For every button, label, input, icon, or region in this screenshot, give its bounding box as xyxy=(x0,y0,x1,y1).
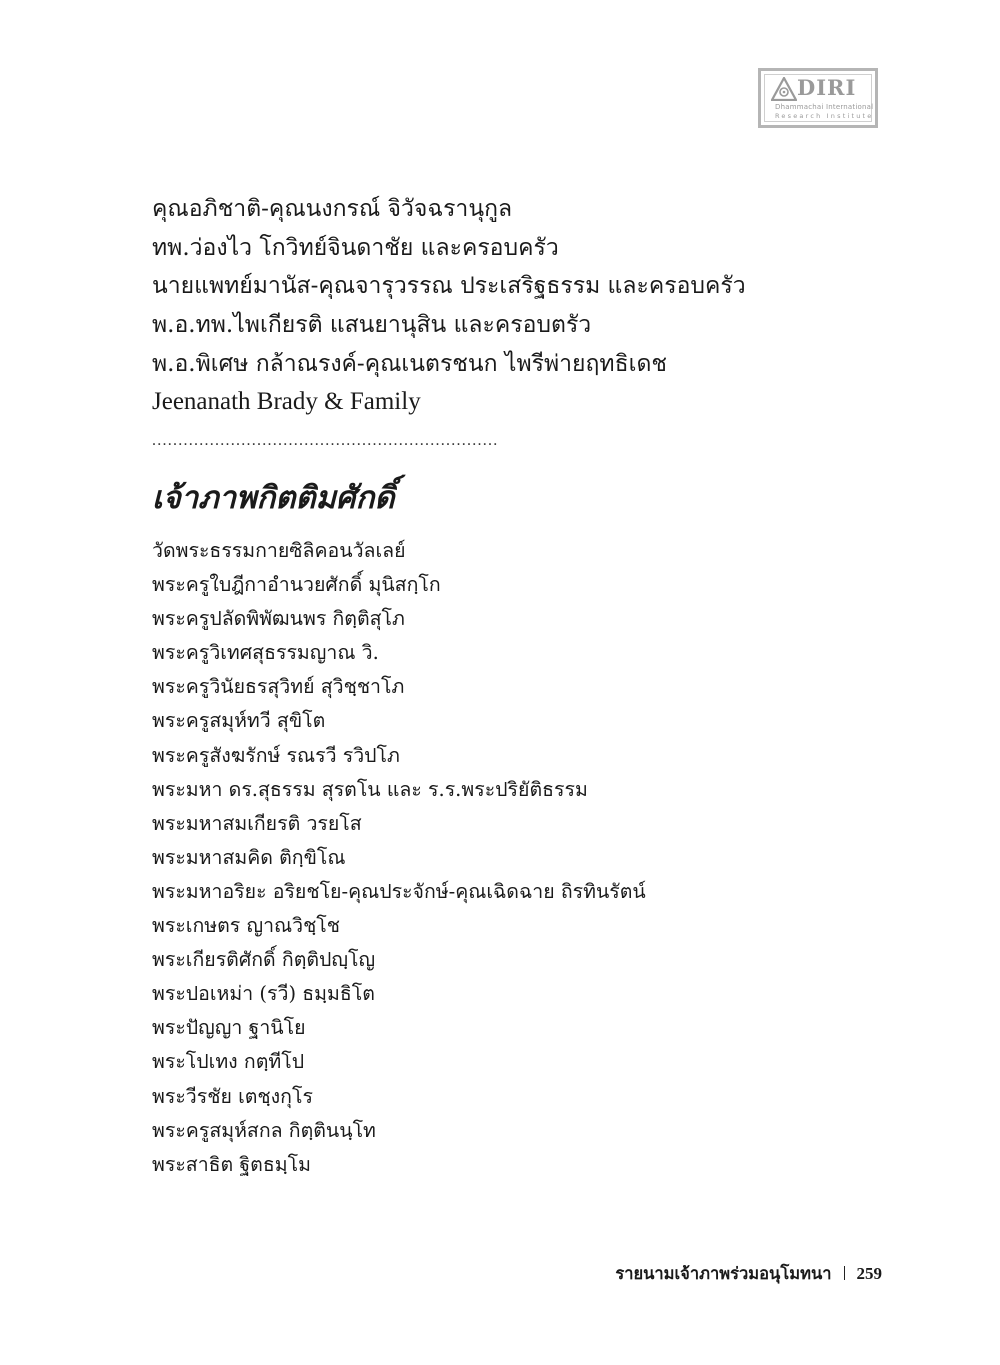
diri-logo xyxy=(758,68,878,128)
honorary-sponsor-name: พระปัญญา ฐานิโย xyxy=(152,1016,306,1040)
honorary-sponsor-name: พระครูวินัยธรสุวิทย์ สุวิชฺชาโภ xyxy=(152,675,405,699)
sponsor-name: คุณอภิชาติ-คุณนงกรณ์ จิวัจฉรานุกูล xyxy=(152,196,513,222)
honorary-sponsor-name: พระมหาสมเกียรติ วรยโส xyxy=(152,811,362,835)
sponsor-name: Jeenanath Brady & Family xyxy=(152,388,421,416)
honorary-sponsor-name: พระมหาอริยะ อริยชโย-คุณประจักษ์-คุณเฉิดฉาย ถิรทินรัตน์ xyxy=(152,879,646,903)
sponsor-name: พ.อ.ทพ.ไพเกียรติ แสนยานุสิน และครอบตรัว xyxy=(152,312,592,339)
honorary-sponsor-name: พระครูปลัดพิพัฒนพร กิตฺติสุโภ xyxy=(152,607,405,631)
sponsor-list xyxy=(152,190,746,422)
honorary-sponsor-name: พระครูสมุห์สกล กิตฺตินนฺโท xyxy=(152,1118,376,1142)
honorary-sponsor-name: พระเกษตร ญาณวิชฺโช xyxy=(152,914,341,938)
honorary-sponsors-heading: เจ้าภาพกิตติมศักดิ์ xyxy=(152,480,395,516)
honorary-sponsor-name: พระโปเทง กตฺทีโป xyxy=(152,1050,305,1074)
dhammachai-triangle-icon xyxy=(771,77,797,101)
sponsor-name: ทพ.ว่องไว โกวิทย์จินดาชัย และครอบครัว xyxy=(152,234,559,261)
honorary-sponsor-name: พระวีรชัย เตชฺงกุโร xyxy=(152,1084,313,1108)
honorary-sponsor-name: พระเกียรติศักดิ์ กิตฺติปญฺโญ xyxy=(152,948,376,972)
honorary-sponsor-name: พระมหาสมคิด ติกฺขิโณ xyxy=(152,845,346,869)
page-number: 259 xyxy=(856,1264,882,1283)
logo-subtitle-line1: Dhammachai International xyxy=(775,103,874,111)
sponsor-name: นายแพทย์มานัส-คุณจารุวรรณ ประเสริฐธรรม และครอบครัว xyxy=(152,273,746,300)
page-footer xyxy=(615,1262,882,1286)
honorary-sponsor-name: พระครูใบฎีกาอำนวยศักดิ์ มุนิสกฺโก xyxy=(152,573,441,597)
sponsor-name: พ.อ.พิเศษ กล้าณรงค์-คุณเนตรชนก ไพรีพ่ายฤทธิเดช xyxy=(152,350,668,377)
honorary-sponsor-name: พระครูวิเทศสุธรรมญาณ วิ. xyxy=(152,641,379,665)
honorary-sponsor-list xyxy=(152,534,646,1182)
honorary-sponsor-name: พระครูสังฆรักษ์ รณรวี รวิปโภ xyxy=(152,743,400,767)
honorary-sponsor-name: วัดพระธรรมกายซิลิคอนวัลเลย์ xyxy=(152,539,406,562)
honorary-sponsor-name: พระครูสมุห์ทวี สุขิโต xyxy=(152,709,326,733)
running-title: รายนามเจ้าภาพร่วมอนุโมทนา xyxy=(615,1264,832,1283)
logo-subtitle-line2: Research Institute xyxy=(775,112,874,120)
honorary-sponsor-name: พระปอเหม่า (รวี) ธมฺมธิโต xyxy=(152,982,375,1006)
dotted-divider: .................................................................. xyxy=(152,432,499,449)
logo-wordmark: DIRI xyxy=(797,75,857,100)
honorary-sponsor-name: พระมหา ดร.สุธรรม สุรตโน และ ร.ร.พระปริยัติธรรม xyxy=(152,777,588,801)
footer-separator xyxy=(844,1266,845,1280)
honorary-sponsor-name: พระสาธิต ฐิตธมฺโม xyxy=(152,1152,311,1176)
